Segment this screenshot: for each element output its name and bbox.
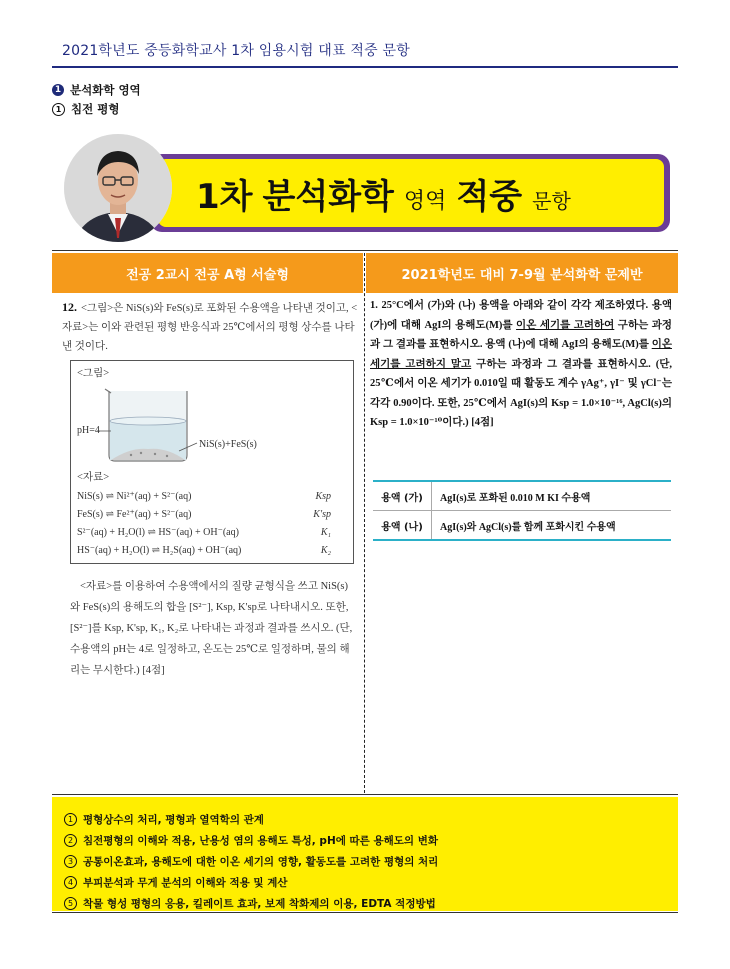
right-question-underline-2: 이온 세기를 고려하지 말고 xyxy=(370,339,672,370)
summary-box xyxy=(52,797,678,911)
figure-box xyxy=(70,360,354,564)
summary-number: 3 xyxy=(64,855,77,868)
right-question-part-2: 구하는 과정과 그 결과를 표현하시오. 용액 (나)에 대해 AgI의 용해도(M)를 xyxy=(370,319,672,350)
left-question-intro xyxy=(62,298,358,356)
summary-item xyxy=(64,872,678,893)
summary-number: 4 xyxy=(64,876,77,889)
table-row xyxy=(373,482,671,511)
filled-number-badge: 1 xyxy=(52,84,64,96)
right-column-header: 2021학년도 대비 7-9월 분석화학 문제반 xyxy=(366,253,678,293)
summary-text: 착물 형성 평형의 응용, 킬레이트 효과, 보제 착화제의 이용, EDTA 적정방법 xyxy=(83,898,436,910)
reaction-2: FeS(s) ⇌ Fe²⁺(aq) + S²⁻(aq) xyxy=(77,509,192,520)
right-question-part-3: 구하는 과정과 그 결과를 표현하시오. (단, 25℃에서 이온 세기가 0.010일 때 활동도 계수 γAg⁺, γI⁻ 및 γCl⁻는 각각 0.90이다. 또한, 25℃에서 AgI(s)의 Ksp = 1.0×10⁻¹⁶, AgCl(s)의 Ksp = 1.0×10⁻¹⁰이다.) [4점] xyxy=(370,358,672,428)
figure-label: <그림> xyxy=(77,368,110,379)
ph-label: pH=4 xyxy=(77,425,100,436)
summary-item xyxy=(64,851,678,872)
banner xyxy=(158,159,664,227)
table-key: 용액 (나) xyxy=(373,511,432,539)
column-divider xyxy=(364,253,365,793)
instructor-photo xyxy=(64,134,172,242)
banner-text-3: 영역 xyxy=(403,189,447,214)
topic-label xyxy=(52,101,119,117)
banner-text-4: 적중 xyxy=(456,177,523,217)
solution-table xyxy=(373,480,671,541)
summary-item xyxy=(64,830,678,851)
summary-number: 5 xyxy=(64,897,77,910)
summary-text: 침전평형의 이해와 적용, 난용성 염의 용해도 특성, pH에 따른 용해도의 변화 xyxy=(83,835,438,847)
section-bottom-rule xyxy=(52,794,678,795)
summary-text: 공통이온효과, 용해도에 대한 이온 세기의 영향, 활동도를 고려한 평형의 처리 xyxy=(83,856,439,868)
data-label: <자료> xyxy=(77,472,110,483)
table-key: 용액 (가) xyxy=(373,482,432,510)
right-question-underline-1: 이온 세기를 고려하여 xyxy=(516,319,615,331)
banner-text-5: 문항 xyxy=(532,189,571,213)
section-label-text: 분석화학 영역 xyxy=(70,83,141,97)
constant-1: Ksp xyxy=(315,491,331,502)
constant-2: K'sp xyxy=(313,509,331,520)
summary-bottom-rule xyxy=(52,912,678,913)
beaker-illustration xyxy=(71,381,353,465)
solid-label: NiS(s)+FeS(s) xyxy=(199,439,257,450)
table-value: AgI(s)와 AgCl(s)를 함께 포화시킨 수용액 xyxy=(440,521,616,533)
right-question-part-1: 1. 25°C에서 (가)와 (나) 용액을 아래와 같이 각각 제조하였다. 용액 (가)에 대해 AgI의 용해도(M)를 xyxy=(370,300,672,331)
right-question xyxy=(370,296,672,433)
summary-number: 1 xyxy=(64,813,77,826)
section-label xyxy=(52,82,141,98)
question-intro-text: <그림>은 NiS(s)와 FeS(s)로 포화된 수용액을 나타낸 것이고, <자료>는 이와 관련된 평형 반응식과 25℃에서의 평형 상수를 나타낸 것이다. xyxy=(62,303,358,352)
outline-number-badge: 1 xyxy=(52,103,65,116)
section-top-rule xyxy=(52,250,678,251)
summary-number: 2 xyxy=(64,834,77,847)
summary-text: 평형상수의 처리, 평형과 열역학의 관계 xyxy=(83,814,264,826)
reaction-3: S²⁻(aq) + H₂O(l) ⇌ HS⁻(aq) + OH⁻(aq) xyxy=(77,527,239,538)
left-column-header: 전공 2교시 전공 A형 서술형 xyxy=(52,253,363,293)
topic-label-text: 침전 평형 xyxy=(71,102,120,116)
constant-4: K₂ xyxy=(320,545,331,556)
left-question-task: <자료>를 이용하여 수용액에서의 질량 균형식을 쓰고 NiS(s)와 FeS(s)의 용해도의 합을 [S²⁻], Ksp, K'sp로 나타내시오. 또한, [S²⁻]를 Ksp, K'sp, K₁, K₂로 나타내는 과정과 결과를 쓰시오. (단, 수용액의 pH는 4로 일정하고, 온도는 25℃로 일정하며, 물의 해리는 무시한다.) [4점] xyxy=(70,581,353,676)
summary-item xyxy=(64,809,678,830)
banner-text-1: 1차 xyxy=(196,177,253,217)
table-row xyxy=(373,511,671,541)
title-rule xyxy=(52,66,678,68)
question-number: 12. xyxy=(62,300,77,314)
reaction-1: NiS(s) ⇌ Ni²⁺(aq) + S²⁻(aq) xyxy=(77,491,192,502)
summary-text: 부피분석과 무게 분석의 이해와 적용 및 계산 xyxy=(83,877,288,889)
table-value: AgI(s)로 포화된 0.010 M KI 수용액 xyxy=(440,492,591,504)
constant-3: K₁ xyxy=(320,527,331,538)
banner-text-2: 분석화학 xyxy=(262,177,394,217)
page-title: 2021학년도 중등화학교사 1차 임용시험 대표 적중 문항 xyxy=(62,43,410,59)
summary-item xyxy=(64,893,678,914)
reaction-4: HS⁻(aq) + H₂O(l) ⇌ H₂S(aq) + OH⁻(aq) xyxy=(77,545,242,556)
